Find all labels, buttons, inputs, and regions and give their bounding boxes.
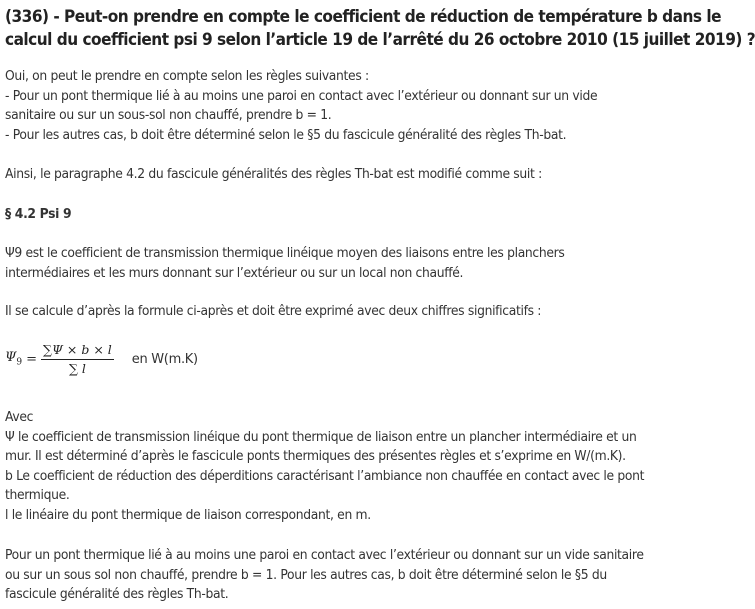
answer-line: - Pour les autres cas, b doit être déterminé selon le §5 du fascicule généralité des règles Th-bat. (5, 127, 567, 143)
legend-line: l le linéaire du pont thermique de liaison correspondant, en m. (5, 507, 371, 523)
definition-line: Ψ9 est le coefficient de transmission thermique linéique moyen des liaisons entre les planchers (5, 246, 565, 261)
calculation-intro (5, 302, 676, 322)
section-heading-text: § 4.2 Psi 9 (5, 207, 72, 222)
psi9-definition (5, 244, 676, 283)
formula-equals: = (26, 351, 38, 367)
answer-intro (5, 67, 676, 145)
legend-line: thermique. (5, 488, 70, 503)
answer-line: sanitaire ou sur un sous-sol non chauffé, prendre b = 1. (5, 108, 332, 123)
final-line: fascicule généralité des règles Th-bat. (5, 587, 229, 602)
legend-line: Ψ le coefficient de transmission linéique du pont thermique de liaison entre un plancher intermédiaire et un (5, 429, 637, 445)
answer-line: - Pour un pont thermique lié à au moins une paroi en contact avec l’extérieur ou donnant sur un vide (5, 88, 598, 104)
formula-numerator: ∑Ψ × b × l (41, 342, 114, 360)
legend-line: b Le coefficient de réduction des déperditions caractérisant l’ambiance non chauffée en contact avec le pont (5, 468, 645, 484)
final-line: Pour un pont thermique lié à au moins une paroi en contact avec l’extérieur ou donnant sur un vide sanitaire (5, 548, 644, 563)
title-line-2: calcul du coefficient psi 9 selon l’article 19 de l’arrêté du 26 octobre 2010 (15 juillet 2019) ? (5, 30, 755, 49)
final-line: ou sur un sous sol non chauffé, prendre b = 1. Pour les autres cas, b doit être déterminé selon le §5 du (5, 567, 607, 583)
legend-line: mur. Il est déterminé d’après le fascicule ponts thermiques des présentes règles et s’exprime en W/(m.K). (5, 449, 626, 464)
ainsi-text: Ainsi, le paragraphe 4.2 du fascicule généralités des règles Th-bat est modifié comme suit : (5, 167, 542, 182)
definition-line: intermédiaires et les murs donnant sur l’extérieur ou sur un local non chauffé. (5, 265, 464, 281)
ainsi-paragraph (5, 165, 676, 185)
legend-line: Avec (5, 410, 34, 425)
formula-lhs-subscript: 9 (16, 357, 23, 368)
formula-lhs-symbol: Ψ (5, 350, 17, 366)
title-line-1: (336) - Peut-on prendre en compte le coefficient de réduction de température b dans le (5, 7, 722, 26)
variables-legend (5, 408, 676, 525)
final-paragraph (5, 546, 676, 605)
calculation-text: Il se calcule d’après la formule ci-après et doit être exprimé avec deux chiffres significatifs : (5, 304, 542, 319)
formula-denominator: ∑ l (68, 361, 86, 376)
answer-line: Oui, on peut le prendre en compte selon les règles suivantes : (5, 69, 369, 84)
formula-unit: en W(m.K) (131, 351, 198, 367)
formula-lhs (5, 350, 22, 368)
formula-fraction (41, 342, 114, 376)
psi9-formula (5, 338, 198, 380)
section-heading (5, 205, 676, 225)
question-title (5, 5, 755, 51)
